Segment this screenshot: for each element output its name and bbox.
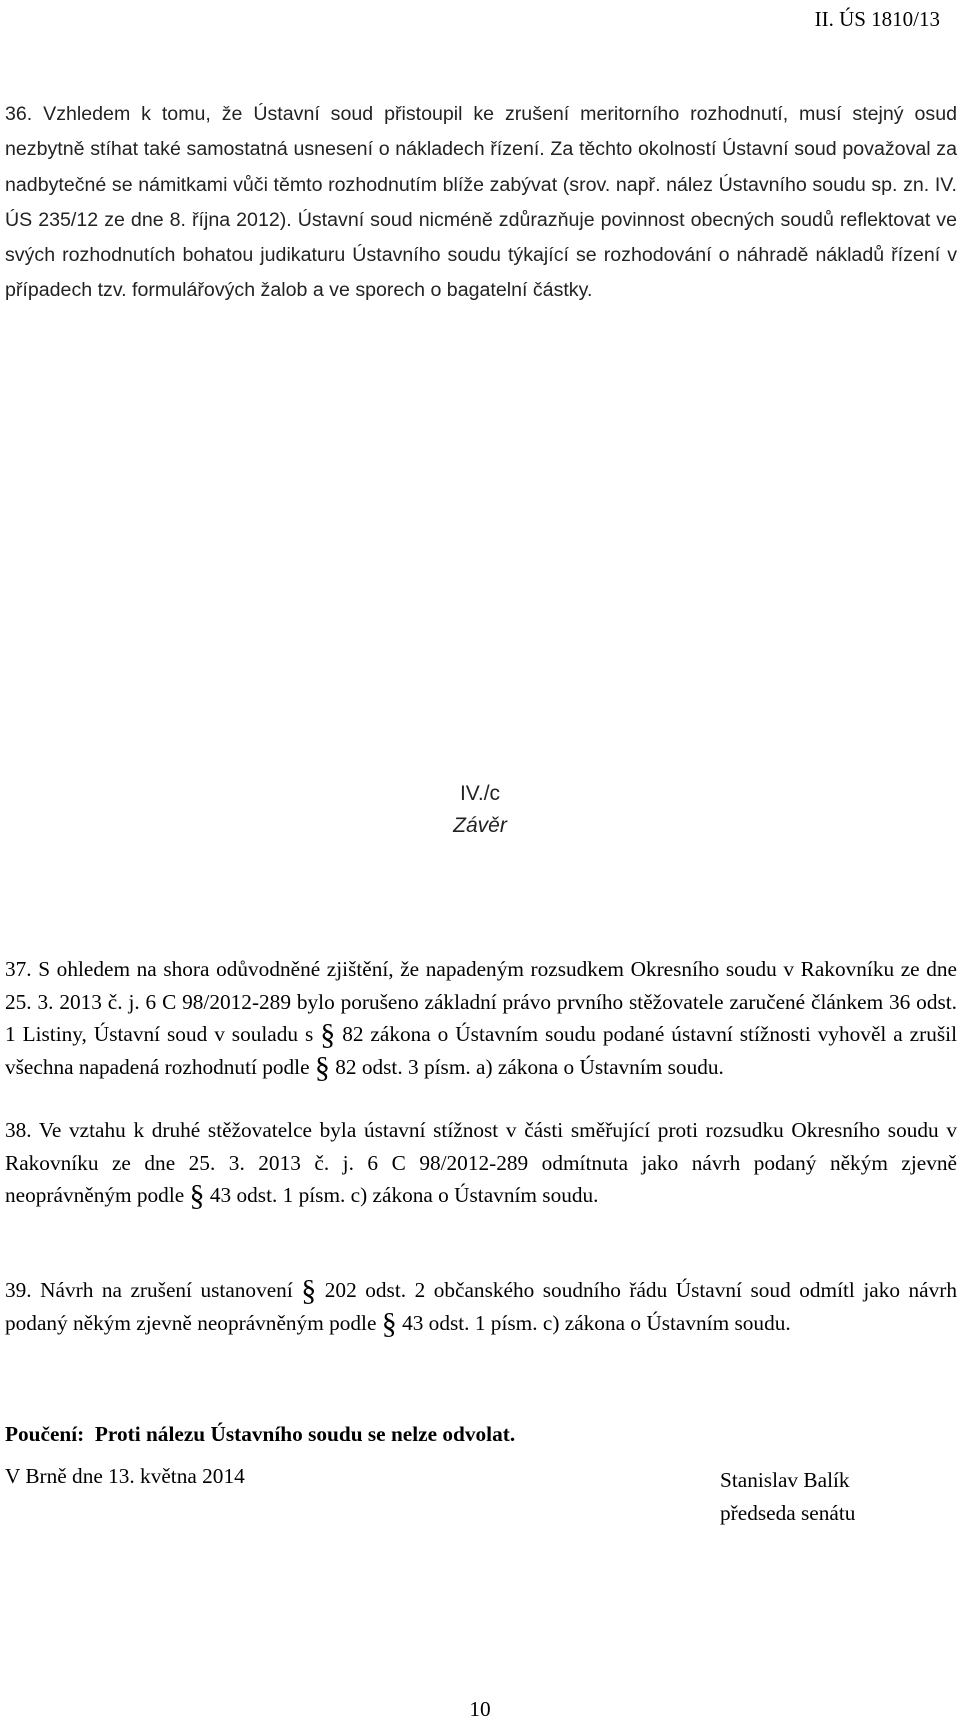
paragraph-37-text-a: 37. S ohledem na shora odůvodněné zjištění, že napadeným rozsudkem Okresního soudu v Rakovníku ze dne 25. 3. 2013 č. j. 6 C 98/2012-289 bylo porušeno základní právo prvního stěžovatele zaručené článkem 36 odst. 1 Listiny, Ústavní soud v souladu s (5, 957, 957, 1046)
section-sign: § (314, 1050, 330, 1084)
paragraph-38 (5, 1114, 957, 1212)
section-sign: § (381, 1306, 397, 1340)
appeal-notice: Poučení: Proti nálezu Ústavního soudu se nelze odvolat. (5, 1422, 516, 1446)
paragraph-36: 36. Vzhledem k tomu, že Ústavní soud přistoupil ke zrušení meritorního rozhodnutí, musí stejný osud nezbytně stíhat také samostatná usnesení o nákladech řízení. Za těchto okolností Ústavní soud považoval za nadbytečné se námitkami vůči těmto rozhodnutím blíže zabývat (srov. např. nález Ústavního soudu sp. zn. IV. ÚS 235/12 ze dne 8. října 2012). Ústavní soud nicméně zdůrazňuje povinnost obecných soudů reflektovat ve svých rozhodnutích bohatou judikaturu Ústavního soudu týkající se rozhodování o náhradě nákladů řízení v případech tzv. formulářových žalob a ve sporech o bagatelní částky. (5, 103, 957, 302)
section-title: Závěr (453, 814, 507, 837)
section-number: IV./c (459, 782, 501, 805)
signer-name: Stanislav Balík (720, 1468, 850, 1492)
place-and-date: V Brně dne 13. května 2014 (5, 1464, 245, 1488)
signature-block (720, 1464, 855, 1529)
paragraph-39-text-c: 43 odst. 1 písm. c) zákona o Ústavním soudu. (402, 1310, 791, 1335)
document-reference: II. ÚS 1810/13 (814, 7, 940, 31)
page-number: 10 (469, 1697, 491, 1721)
section-sign: § (189, 1179, 205, 1212)
paragraph-37-text-c: 82 odst. 3 písm. a) zákona o Ústavním soudu. (335, 1054, 724, 1079)
section-sign: § (320, 1018, 336, 1051)
paragraph-39 (5, 1274, 957, 1339)
section-sign: § (301, 1274, 317, 1307)
paragraph-39-text-b: 202 odst. 2 občanského soudního řádu Ústavní soud odmítl jako návrh podaný někým zjevně neoprávněným podle (5, 1278, 958, 1335)
paragraph-37-text-b: 82 zákona o Ústavním soudu podané ústavní stížnosti vyhověl a zrušil všechna napadená rozhodnutí podle (5, 1022, 957, 1079)
paragraph-37 (5, 953, 957, 1083)
paragraph-39-text-a: 39. Návrh na zrušení ustanovení (5, 1278, 293, 1302)
signer-role: předseda senátu (720, 1500, 856, 1525)
paragraph-38-text-b: 43 odst. 1 písm. c) zákona o Ústavním soudu. (209, 1183, 599, 1207)
paragraph-38-text-a: 38. Ve vztahu k druhé stěžovatelce byla ústavní stížnost v části směřující proti rozsudku Okresního soudu v Rakovníku ze dne 25. 3. 2013 č. j. 6 C 98/2012-289 odmítnuta jako návrh podaný někým zjevně neoprávněným podle (5, 1118, 957, 1207)
